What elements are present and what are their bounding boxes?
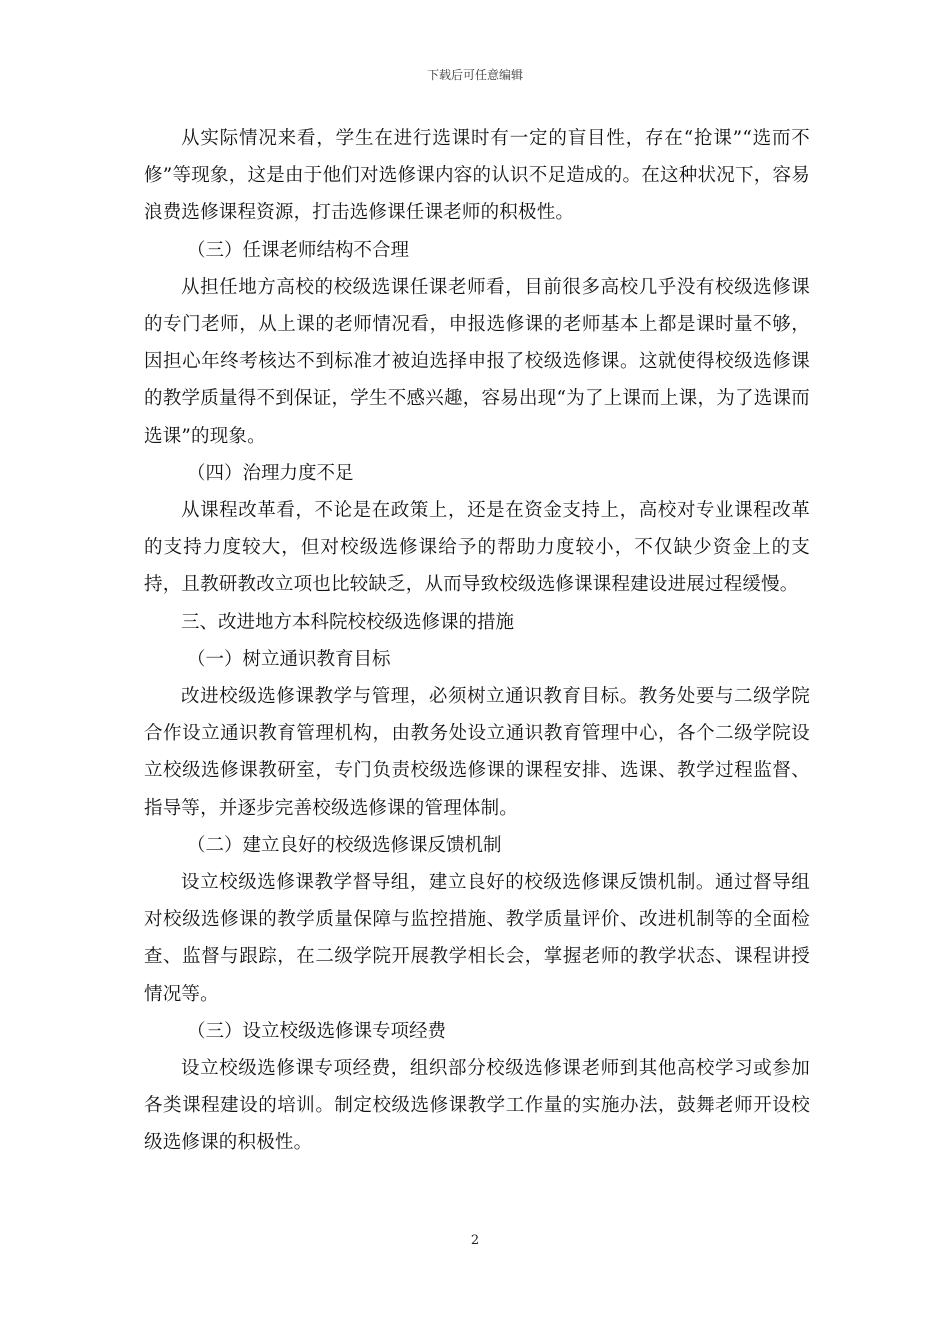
paragraph: 设立校级选修课教学督导组，建立良好的校级选修课反馈机制。通过督导组对校级选修课的教学质量保障与监控措施、教学质量评价、改进机制等的全面检查、监督与跟踪，在二级学院开展教学相长会，掌握老师的教学状态、课程讲授情况等。: [144, 872, 810, 1005]
page-number: 2: [470, 1233, 480, 1248]
subheading: （三）任课老师结构不合理: [187, 239, 410, 261]
paragraph: 从实际情况来看，学生在进行选课时有一定的盲目性，存在“抢课”“选而不修”等现象，这是由于他们对选修课内容的认识不足造成的。在这种状况下，容易浪费选修课程资源，打击选修课任课老师的积极性。: [144, 128, 810, 224]
subheading: （三）设立校级选修课专项经费: [187, 1020, 447, 1042]
document-body: [144, 120, 810, 1162]
section-heading: 三、改进地方本科院校校级选修课的措施: [181, 611, 515, 633]
paragraph: 从担任地方高校的校级选课任课老师看，目前很多高校几乎没有校级选修课的专门老师，从上课的老师情况看，申报选修课的老师基本上都是课时量不够，因担心年终考核达不到标准才被迫选择申报了校级选修课。这就使得校级选修课的教学质量得不到保证，学生不感兴趣，容易出现“为了上课而上课，为了选课而选课”的现象。: [144, 276, 810, 447]
paragraph: 从课程改革看，不论是在政策上，还是在资金支持上，高校对专业课程改革的支持力度较大，但对校级选修课给予的帮助力度较小，不仅缺少资金上的支持，且教研教改立项也比较缺乏，从而导致校级选修课课程建设进展过程缓慢。: [144, 500, 810, 596]
subheading: （四）治理力度不足: [187, 462, 354, 484]
subheading: （一）树立通识教育目标: [187, 648, 391, 670]
page-header: 下载后可任意编辑: [426, 68, 523, 82]
subheading: （二）建立良好的校级选修课反馈机制: [187, 834, 502, 856]
paragraph: 改进校级选修课教学与管理，必须树立通识教育目标。教务处要与二级学院合作设立通识教育管理机构，由教务处设立通识教育管理中心，各个二级学院设立校级选修课教研室，专门负责校级选修课的课程安排、选课、教学过程监督、指导等，并逐步完善校级选修课的管理体制。: [144, 686, 810, 819]
paragraph: 设立校级选修课专项经费，组织部分校级选修课老师到其他高校学习或参加各类课程建设的培训。制定校级选修课教学工作量的实施办法，鼓舞老师开设校级选修课的积极性。: [144, 1058, 810, 1154]
